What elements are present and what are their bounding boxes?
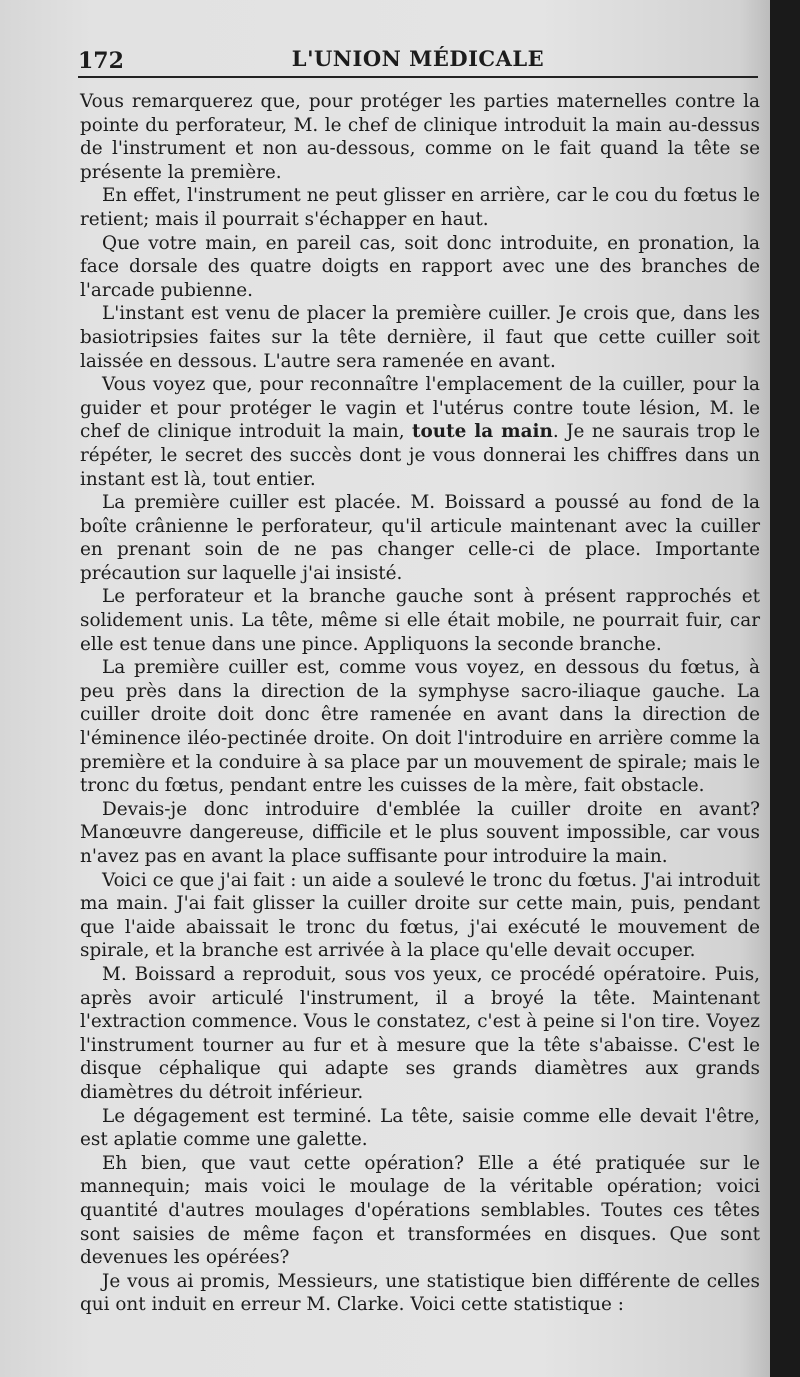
paragraph: La première cuiller est, comme vous voyez, en dessous du fœtus, à peu près dans la direction de la symphyse sacro-iliaque gauche. La cuiller droite doit donc être ramenée en avant dans la direction de l'éminence iléo-pectinée droite. On doit l'introduire en arrière comme la première et la conduire à sa place par un mouvement de spirale; mais le tronc du fœtus, pendant entre les cuisses de la mère, fait obstacle. bbox=[80, 657, 760, 797]
paragraph: Eh bien, que vaut cette opération? Elle a été pratiquée sur le mannequin; mais voici le moulage de la véritable opération; voici quantité d'autres moulages d'opérations semblables. Toutes ces têtes sont saisies de même façon et transformées en disques. Que sont devenues les opérées? bbox=[80, 1152, 760, 1269]
paragraph-text: . Je ne saurais trop le répéter, le secret des succès dont je vous donnerai les chiffres dans un instant est là, tout entier. bbox=[80, 421, 760, 490]
paragraph bbox=[80, 373, 760, 491]
paragraph: Devais-je donc introduire d'emblée la cuiller droite en avant? Manœuvre dangereuse, difficile et le plus souvent impossible, car vous n'avez pas en avant la place suffisante pour introduire la main. bbox=[80, 798, 760, 867]
paragraph: M. Boissard a reproduit, sous vos yeux, ce procédé opératoire. Puis, après avoir articulé l'instrument, il a broyé la tête. Maintenant l'extraction commence. Vous le constatez, c'est à peine si l'on tire. Voyez l'instrument tourner au fur et à mesure que la tête s'abaisse. C'est le disque céphalique qui adapte ses grands diamètres aux grands diamètres du détroit inférieur. bbox=[80, 963, 760, 1103]
paragraph: Que votre main, en pareil cas, soit donc introduite, en pronation, la face dorsale des quatre doigts en rapport avec une des branches de l'arcade pubienne. bbox=[80, 232, 760, 301]
paragraph: La première cuiller est placée. M. Boissard a poussé au fond de la boîte crânienne le perforateur, qu'il articule maintenant avec la cuiller en prenant soin de ne pas changer celle-ci de place. Importante précaution sur laquelle j'ai insisté. bbox=[80, 492, 760, 584]
paragraph: Vous remarquerez que, pour protéger les parties maternelles contre la pointe du perforateur, M. le chef de clinique introduit la main au-dessus de l'instrument et non au-dessous, comme on le fait quand la tête se présente la première. bbox=[80, 91, 760, 183]
paragraph-text: Vous voyez que, pour reconnaître l'emplacement de la cuiller, pour la guider et pour protéger le vagin et l'utérus contre toute lésion, M. le chef de clinique introduit la main, bbox=[80, 374, 760, 443]
paragraph: Le dégagement est terminé. La tête, saisie comme elle devait l'être, est aplatie comme une galette. bbox=[80, 1105, 760, 1151]
body-text bbox=[80, 90, 760, 1317]
running-title: L'UNION MÉDICALE bbox=[291, 46, 545, 71]
paragraph: En effet, l'instrument ne peut glisser en arrière, car le cou du fœtus le retient; mais il pourrait s'échapper en haut. bbox=[80, 185, 760, 230]
paragraph: Le perforateur et la branche gauche sont à présent rapprochés et solidement unis. La tête, même si elle était mobile, ne pourrait fuir, car elle est tenue dans une pince. Appliquons la seconde branche. bbox=[80, 586, 760, 655]
page-header bbox=[78, 42, 758, 78]
page-number: 172 bbox=[78, 48, 124, 74]
emphasis-text: toute la main bbox=[412, 421, 553, 443]
paragraph: Je vous ai promis, Messieurs, une statistique bien différente de celles qui ont induit en erreur M. Clarke. Voici cette statistique : bbox=[80, 1270, 760, 1316]
paragraph: Voici ce que j'ai fait : un aide a soulevé le tronc du fœtus. J'ai introduit ma main. J'ai fait glisser la cuiller droite sur cette main, puis, pendant que l'aide abaissait le tronc du fœtus, j'ai exécuté le mouvement de spirale, et la branche est arrivée à la place qu'elle devait occuper. bbox=[80, 869, 760, 962]
paragraph: L'instant est venu de placer la première cuiller. Je crois que, dans les basiotripsies faites sur la tête dernière, il faut que cette cuiller soit laissée en dessous. L'autre sera ramenée en avant. bbox=[80, 303, 760, 372]
